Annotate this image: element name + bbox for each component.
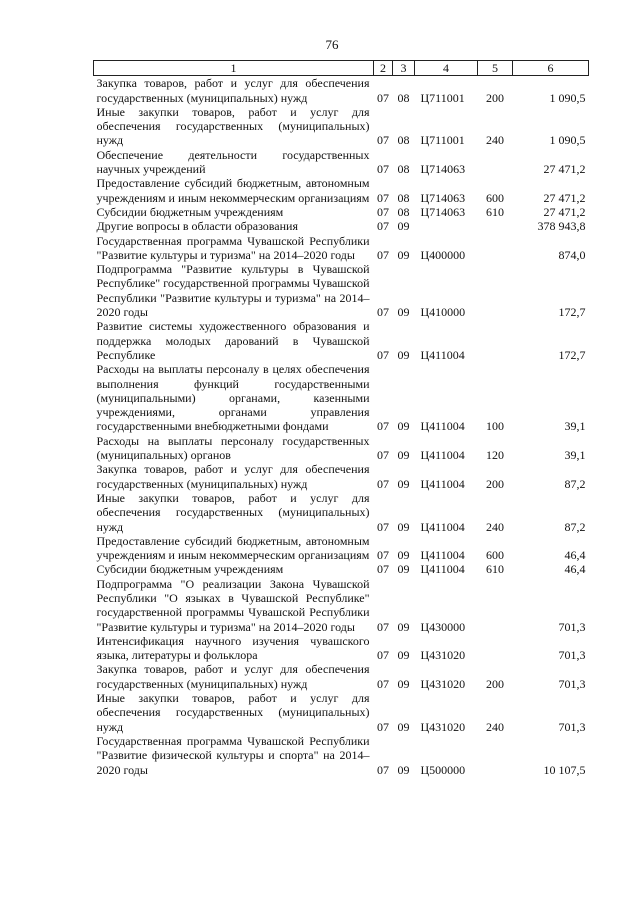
row-name: Расходы на выплаты персоналу государственных (муниципальных) органов — [96, 433, 370, 463]
row-target-article: Ц411004 — [420, 448, 465, 463]
row-subsection: 08 — [397, 133, 410, 148]
row-expense-type — [478, 219, 513, 233]
row-expense-type — [478, 634, 513, 663]
table-row — [94, 634, 589, 663]
row-name: Развитие системы художественного образования и поддержка молодых дарований в Чувашской Республике — [96, 319, 370, 362]
row-expense-type — [478, 148, 513, 177]
row-amount: 87,2 — [564, 476, 586, 491]
row-section: 07 — [377, 247, 389, 262]
table-row — [94, 234, 589, 263]
header-col-4: 4 — [415, 61, 478, 76]
row-amount: 27 471,2 — [543, 190, 586, 205]
row-subsection: 09 — [397, 676, 410, 691]
row-amount: 172,7 — [558, 305, 586, 320]
row-amount: 46,4 — [564, 562, 586, 577]
row-amount: 172,7 — [558, 347, 586, 362]
row-amount: 701,3 — [558, 619, 586, 634]
table-row — [94, 148, 589, 177]
row-name: Интенсификация научного изучения чувашского языка, литературы и фольклора — [96, 633, 370, 663]
row-amount: 701,3 — [558, 719, 586, 734]
row-subsection: 09 — [397, 519, 410, 534]
row-expense-type: 610 — [486, 562, 504, 577]
row-name: Предоставление субсидий бюджетным, автономным учреждениям и иным некоммерческим организациям — [96, 176, 370, 205]
row-target-article: Ц714063 — [420, 204, 466, 219]
header-row — [94, 61, 589, 76]
row-section: 07 — [377, 347, 389, 362]
table-row — [94, 562, 589, 576]
row-section: 07 — [377, 190, 389, 205]
row-name: Субсидии бюджетным учреждениям — [96, 204, 284, 219]
row-amount: 46,4 — [564, 548, 586, 563]
row-expense-type — [478, 577, 513, 634]
header-col-1: 1 — [94, 61, 374, 76]
row-section: 07 — [377, 305, 389, 320]
table-row — [94, 662, 589, 691]
row-section: 07 — [377, 619, 389, 634]
table-row — [94, 734, 589, 777]
row-section: 07 — [377, 204, 389, 219]
row-expense-type — [478, 734, 513, 777]
row-subsection: 08 — [397, 162, 410, 177]
header-col-6: 6 — [513, 61, 589, 76]
row-amount: 10 107,5 — [543, 762, 586, 777]
row-expense-type: 200 — [486, 676, 504, 691]
row-target-article: Ц411004 — [420, 562, 465, 577]
row-subsection: 09 — [397, 219, 410, 234]
row-section: 07 — [377, 562, 389, 577]
row-target-article — [415, 219, 478, 233]
row-target-article: Ц711001 — [420, 90, 465, 105]
row-target-article: Ц431020 — [420, 648, 466, 663]
row-target-article: Ц411004 — [420, 519, 465, 534]
row-section: 07 — [377, 676, 389, 691]
row-target-article: Ц410000 — [420, 305, 466, 320]
table-body — [94, 76, 589, 777]
table-row — [94, 362, 589, 433]
table-row — [94, 462, 589, 491]
row-expense-type: 600 — [486, 190, 504, 205]
row-expense-type: 200 — [486, 476, 504, 491]
row-target-article: Ц411004 — [420, 476, 465, 491]
budget-table — [93, 60, 589, 777]
row-expense-type — [478, 262, 513, 319]
row-target-article: Ц711001 — [420, 133, 465, 148]
row-expense-type: 200 — [486, 90, 504, 105]
row-name: Субсидии бюджетным учреждениям — [96, 562, 284, 577]
row-expense-type: 240 — [486, 133, 504, 148]
row-subsection: 09 — [397, 347, 410, 362]
row-section: 07 — [377, 133, 389, 148]
header-col-5: 5 — [478, 61, 513, 76]
row-expense-type: 240 — [486, 719, 504, 734]
row-expense-type: 600 — [486, 548, 504, 563]
row-section: 07 — [377, 476, 389, 491]
row-section: 07 — [377, 548, 389, 563]
row-subsection: 09 — [397, 305, 410, 320]
row-name: Обеспечение деятельности государственных научных учреждений — [96, 147, 370, 177]
row-subsection: 08 — [397, 204, 410, 219]
row-target-article: Ц714063 — [420, 190, 466, 205]
row-name: Расходы на выплаты персоналу в целях обеспечения выполнения функций государственными (муниципальными) органами, казенными учреждениями, органами управления государственными внебюджетными фондами — [96, 362, 370, 434]
row-section: 07 — [377, 762, 389, 777]
row-target-article: Ц431020 — [420, 719, 466, 734]
row-expense-type: 240 — [486, 519, 504, 534]
row-amount: 27 471,2 — [543, 162, 586, 177]
row-name: Иные закупки товаров, работ и услуг для обеспечения государственных (муниципальных) нужд — [96, 490, 370, 534]
row-section: 07 — [377, 448, 389, 463]
row-amount: 378 943,8 — [537, 219, 586, 234]
table-row — [94, 534, 589, 563]
table-row — [94, 319, 589, 362]
row-subsection: 08 — [397, 90, 410, 105]
row-target-article: Ц430000 — [420, 619, 466, 634]
row-name: Предоставление субсидий бюджетным, автономным учреждениям и иным некоммерческим организациям — [96, 533, 370, 563]
row-section: 07 — [377, 419, 389, 434]
row-expense-type: 120 — [486, 448, 504, 463]
row-section: 07 — [377, 90, 389, 105]
row-subsection: 09 — [397, 476, 410, 491]
row-amount: 39,1 — [564, 419, 586, 434]
row-amount: 874,0 — [558, 247, 586, 262]
row-amount: 701,3 — [558, 676, 586, 691]
row-name: Закупка товаров, работ и услуг для обеспечения государственных (муниципальных) нужд — [96, 662, 370, 691]
row-target-article: Ц714063 — [420, 162, 466, 177]
row-subsection: 09 — [397, 719, 410, 734]
row-expense-type — [478, 234, 513, 263]
row-amount: 1 090,5 — [549, 90, 586, 105]
row-target-article: Ц411004 — [420, 347, 465, 362]
row-name: Закупка товаров, работ и услуг для обеспечения государственных (муниципальных) нужд — [96, 462, 370, 491]
row-name: Государственная программа Чувашской Республики "Развитие культуры и туризма" на 2014–2020 годы — [96, 233, 370, 262]
row-amount: 39,1 — [564, 448, 586, 463]
table-row — [94, 691, 589, 734]
row-section: 07 — [377, 719, 389, 734]
table-row — [94, 219, 589, 233]
row-name: Подпрограмма "О реализации Закона Чувашской Республики "О языках в Чувашской Республике" государственной программы Чувашской Республики "Развитие культуры и туризма" на 2014–2020 годы — [96, 576, 370, 634]
row-subsection: 08 — [397, 190, 410, 205]
row-target-article: Ц411004 — [420, 419, 465, 434]
row-section: 07 — [377, 162, 389, 177]
row-subsection: 09 — [397, 419, 410, 434]
row-expense-type — [478, 319, 513, 362]
row-subsection: 09 — [397, 562, 410, 577]
row-amount: 1 090,5 — [549, 133, 586, 148]
row-subsection: 09 — [397, 247, 410, 262]
row-amount: 87,2 — [564, 519, 586, 534]
row-subsection: 09 — [397, 548, 410, 563]
table-row — [94, 76, 589, 105]
row-subsection: 09 — [397, 762, 410, 777]
row-section: 07 — [377, 648, 389, 663]
page-number: 76 — [325, 37, 339, 52]
row-subsection: 09 — [397, 448, 410, 463]
row-name: Иные закупки товаров, работ и услуг для обеспечения государственных (муниципальных) нужд — [96, 691, 370, 734]
row-target-article: Ц500000 — [420, 762, 466, 777]
row-amount: 27 471,2 — [543, 204, 586, 219]
row-name: Подпрограмма "Развитие культуры в Чувашской Республике" государственной программы Чувашской Республики "Развитие культуры и туризма" на 2014–2020 годы — [96, 262, 370, 320]
row-target-article: Ц411004 — [420, 548, 465, 563]
row-expense-type: 100 — [486, 419, 504, 434]
row-subsection: 09 — [397, 619, 410, 634]
row-name: Государственная программа Чувашской Республики "Развитие физической культуры и спорта" на 2014–2020 годы — [96, 733, 370, 777]
row-target-article: Ц431020 — [420, 676, 466, 691]
table-row — [94, 434, 589, 463]
table-row — [94, 491, 589, 534]
row-name: Иные закупки товаров, работ и услуг для обеспечения государственных (муниципальных) нужд — [96, 104, 370, 148]
table-row — [94, 262, 589, 319]
row-subsection: 09 — [397, 648, 410, 663]
header-col-3: 3 — [393, 61, 415, 76]
row-name: Другие вопросы в области образования — [96, 219, 298, 234]
header-col-2: 2 — [374, 61, 393, 76]
row-section: 07 — [377, 519, 389, 534]
table-row — [94, 176, 589, 205]
row-amount: 701,3 — [558, 648, 586, 663]
table-row — [94, 205, 589, 219]
row-target-article: Ц400000 — [420, 247, 466, 262]
row-section: 07 — [377, 219, 389, 234]
row-expense-type: 610 — [486, 204, 504, 219]
table-row — [94, 105, 589, 148]
table-row — [94, 577, 589, 634]
row-name: Закупка товаров, работ и услуг для обеспечения государственных (муниципальных) нужд — [96, 76, 370, 105]
